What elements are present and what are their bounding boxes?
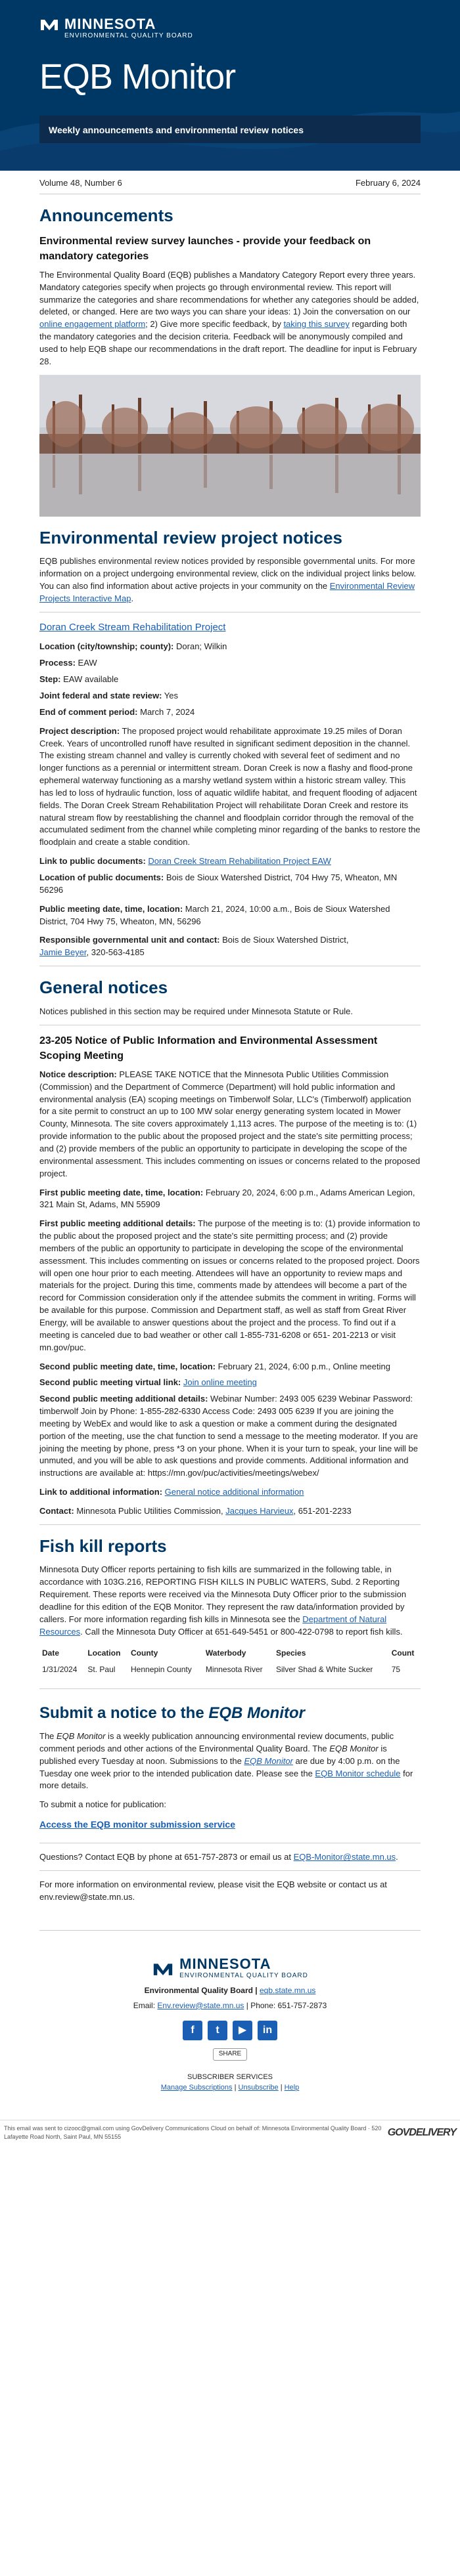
header-brand-primary: MINNESOTA [64,16,156,32]
virtual-link-row [39,1377,421,1389]
submit-heading [39,1702,421,1725]
virtual-link-label: Second public meeting virtual link: [39,1377,181,1388]
winter-trees-photo [39,375,421,517]
second-details-value: Webinar Number: 2493 005 6239 Webinar Password: timberwolf Join by Phone: 1-855-282-6330 Access Code: 2493 005 6239 If you are joining the meeting by WebEx and would like to ask a question or make a comment during the designated portion of the meeting, use the chat function to send a message to the meeting moderator. If you are joining the meeting by phone, press *3 on your phone. When it is your turn to speak, your line will be unmuted, and you will be able to ask questions and provide comments. Additional information and instructions are available at: https://mn.gov/puc/activities/meetings/webex/ [39,1394,418,1478]
more-info-para: For more information on environmental review, please visit the EQB website or contact us at env.review@state.mn.us. [39,1879,387,1902]
delivery-footer [0,2120,460,2145]
divider [39,1688,421,1689]
notice-desc-value: PLEASE TAKE NOTICE that the Minnesota Public Utilities Commission (Commission) and the Department of Commerce (Department) will hold public information and environmental analysis (EA) scoping meetings on Timberwolf Solar, LLC's (Timberwolf) application for a site permit to construct an up to 100 MW solar energy generating system located in Mower County, Minnesota. The site covers approximately 1,113 acres. The purpose of the meeting is to: (1) provide information to the public about the proposed project and the state's site permitting process; and (2) provide members of the public an opportunity to participate in developing the scope of the environmental assessment. This includes commenting on issues or concerns related to the proposed project. [39,1069,421,1178]
help-link[interactable]: Help [284,2083,300,2092]
project-joint-label: Joint federal and state review: [39,691,162,700]
review-intro [39,555,421,605]
first-details-label: First public meeting additional details: [39,1218,196,1229]
cell-count: 75 [391,1664,401,1674]
review-section [39,526,421,966]
submit-text-4: are due by 4:00 p.m. on the Tuesday one week prior to the intended publication date. Please see the [39,1755,400,1778]
general-heading: General notices [39,977,168,998]
interactive-map-link[interactable]: Environmental Review Projects Interactive Map [39,581,415,603]
project-title-link[interactable]: Doran Creek Stream Rehabilitation Project [39,621,226,633]
subscriber-services: SUBSCRIBER SERVICES [187,2072,273,2081]
footer [39,1930,421,2093]
announcement-title: Environmental review survey launches - provide your feedback on mandatory categories [39,235,371,262]
twitter-icon[interactable]: t [208,2021,227,2040]
header-subtitle-bar: Weekly announcements and environmental review notices [39,116,421,143]
project-end-value: March 7, 2024 [140,706,195,717]
general-contact-value: Minnesota Public Utilities Commission, [76,1505,223,1516]
eqb-monitor-link[interactable]: EQB Monitor [244,1755,293,1766]
second-meeting-value: February 21, 2024, 6:00 p.m., Online meeting [218,1361,390,1371]
dnr-link[interactable]: Department of Natural Resources [39,1614,387,1637]
project-step-label: Step: [39,674,61,685]
project-docs-label: Link to public documents: [39,856,146,867]
survey-link[interactable]: taking this survey [283,319,350,330]
project-contact-phone: , 320-563-4185 [86,947,145,958]
questions-end: . [396,1852,398,1862]
cell-waterbody: Minnesota River [205,1664,263,1674]
project-contact-label: Responsible governmental unit and contact: [39,935,220,945]
cell-county: Hennepin County [131,1664,192,1674]
facebook-icon[interactable]: f [183,2021,202,2040]
table-row [39,1662,421,1678]
monitor-email-link[interactable]: EQB-Monitor@state.mn.us [293,1852,396,1862]
footer-email-label: Email: [133,2000,158,2010]
project-description [39,725,421,849]
addl-info-link[interactable]: General notice additional information [164,1487,304,1497]
first-meeting-details [39,1218,421,1354]
project-desc-value: The proposed project would rehabilitate approximate 19.25 miles of Doran Creek. Years of uncontrolled runoff have resulted in significant sediment deposition in the channel. The existing stream channel and valley is currently choked with several feet of sediment and no longer functions as a perennial or intermittent stream. Doran Creek is now a flashy and flood-prone ephemeral waterway functioning as a marshy wetland system within a historic stream valley. This has led to loss of hydraulic function, loss of aquatic wildlife habitat, and frequent flooding of adjacent fields. The Doran Creek Stream Rehabilitation Project will rehabilitate Doran Creek and restore its natural stream flow by reestablishing the channel and floodplain corridor through the removal of the accumulated sediment from the channel while completing minor regarding of the banks to restore the floodplain and create a stable condition. [39,725,421,848]
footer-org: Environmental Quality Board | [144,1985,260,1995]
submit-text-3: is published every Tuesday at noon. Submissions to the [39,1743,387,1766]
submit-heading-text: Submit a notice to the [39,1704,209,1723]
header-brand-secondary: ENVIRONMENTAL QUALITY BOARD [64,32,193,39]
announcements-heading: Announcements [39,205,173,225]
footer-phone: | Phone: 651-757-2873 [244,2000,327,2010]
submit-text-2: is a weekly publication announcing environmental review documents, public comment periods and other actions of the Environmental Quality Board. The [39,1731,394,1753]
project-location [39,641,421,653]
share-button[interactable]: SHARE [213,2048,247,2061]
footer-line-2 [39,2000,421,2011]
general-contact-name-link[interactable]: Jacques Harvieux [225,1505,294,1516]
general-notice-title: 23-205 Notice of Public Information and Environmental Assessment Scoping Meeting [39,1035,378,1062]
cell-location: St. Paul [87,1664,116,1674]
questions-para [39,1851,421,1864]
footer-email-link[interactable]: Env.review@state.mn.us [157,2000,244,2010]
announcement-text-1: The Environmental Quality Board (EQB) publishes a Mandatory Category Report every three years. Mandatory categories specify when projects go through environmental review. This report will summarize the categories and share recommendations for whether any categories should be added, deleted, or changed. Here are two ways you can share your ideas: 1) Join the conversation on our [39,269,419,317]
social-links [39,2021,421,2040]
fish-intro-text: Minnesota Duty Officer reports pertaining to fish kills are summarized in the following table, in accordance with 103G.216, REPORTING FISH KILLS IN PUBLIC WATERS, Subd. 2 Reporting Requirement. These reports were received via the Minnesota Duty Officer prior to the submission deadline for this edition of the EQB Monitor. They represent the raw data/information provided by callers. For more information regarding fish kills in Minnesota see the [39,1564,407,1624]
project-joint-value: Yes [164,691,179,700]
first-meeting [39,1187,421,1212]
submit-em-1: EQB Monitor [57,1731,106,1742]
submission-service-link[interactable]: Access the EQB monitor submission service [39,1819,235,1830]
fish-section [39,1534,421,1690]
submit-text-5: for more details. [39,1768,413,1791]
first-meeting-label: First public meeting date, time, location: [39,1187,204,1197]
col-date: Date [42,1648,60,1658]
first-meeting-value: February 20, 2024, 6:00 p.m., Adams American Legion, 321 Main St, Adams, MN 55909 [39,1187,415,1210]
project-location-value: Doran; Wilkin [176,641,227,652]
unsubscribe-link[interactable]: Unsubscribe [238,2083,279,2092]
general-contact-phone: , 651-201-2233 [293,1505,352,1516]
photo-illustration [39,375,421,517]
issue-volume: Volume 48, Number 6 [39,178,122,188]
footer-logo[interactable] [39,1957,421,1981]
page-title: EQB Monitor [39,57,236,97]
divider [39,1524,421,1525]
join-online-meeting-link[interactable]: Join online meeting [183,1377,257,1388]
general-contact [39,1505,421,1518]
second-meeting [39,1361,421,1373]
project-docloc-label: Location of public documents: [39,872,164,882]
additional-info-row [39,1486,421,1499]
project-desc-label: Project description: [39,725,120,736]
second-meeting-label: Second public meeting date, time, location: [39,1361,216,1371]
project-meeting [39,903,421,928]
addl-info-label: Link to additional information: [39,1487,163,1497]
submit-instructions: To submit a notice for publication: [39,1799,166,1810]
announcement-text-3: regarding both the mandatory categories and the decision criteria. Feedback will be anonymously compiled and used to help EQB shape our recommendations in the draft report. The deadline for input is February 28. [39,319,417,366]
announcement-text-2: ; 2) Give more specific feedback, by [145,319,284,330]
project-docs-link[interactable]: Doran Creek Stream Rehabilitation Project EAW [148,856,331,867]
project-joint-review [39,690,421,702]
header-logo[interactable] [39,17,193,41]
manage-subscriptions-link[interactable]: Manage Subscriptions [160,2083,233,2092]
notice-description [39,1069,421,1180]
govdelivery-logo[interactable]: GOVDELIVERY [387,2127,456,2139]
second-meeting-details [39,1393,421,1480]
submit-text-1: The [39,1731,57,1742]
project-docs-location [39,872,421,897]
footer-website-link[interactable]: eqb.state.mn.us [260,1985,316,1995]
project-contact-value: Bois de Sioux Watershed District, [222,935,349,945]
cell-species: Silver Shad & White Sucker [276,1664,373,1674]
fish-intro [39,1564,421,1638]
minnesota-logo-icon [39,17,59,32]
project-meeting-label: Public meeting date, time, location: [39,903,183,914]
table-header-row [39,1645,421,1662]
project-process [39,657,421,670]
project-process-value: EAW [78,658,97,668]
cell-date: 1/31/2024 [42,1664,78,1674]
youtube-icon[interactable]: ▶ [233,2021,252,2040]
issue-date: February 6, 2024 [355,178,421,188]
divider [39,1870,421,1871]
footer-line-1 [39,1985,421,1996]
announcement-body [39,269,421,368]
general-contact-label: Contact: [39,1505,74,1516]
project-step [39,674,421,686]
submit-para [39,1730,421,1792]
announcements-section [39,204,421,368]
project-contact-name-link[interactable]: Jamie Beyer [39,947,87,958]
col-species: Species [276,1648,306,1658]
submit-em-2: EQB Monitor [329,1743,379,1753]
monitor-schedule-link[interactable]: EQB Monitor schedule [315,1768,401,1778]
project-docs [39,855,421,868]
general-intro: Notices published in this section may be required under Minnesota Statute or Rule. [39,1006,353,1016]
submit-section [39,1702,421,1904]
fish-intro-end: . Call the Minnesota Duty Officer at 651-649-5451 or 800-422-0798 to report fish kills. [80,1626,403,1637]
project-location-label: Location (city/township; county): [39,641,174,652]
project-end-label: End of comment period: [39,706,138,717]
notice-desc-label: Notice description: [39,1069,117,1079]
fish-heading: Fish kill reports [39,1535,167,1556]
general-section [39,976,421,1525]
review-intro-text: EQB publishes environmental review notices provided by responsible governmental units. For more information on a project undergoing environmental review, click on the individual project links below. You can also find information about active projects in your community on the [39,556,417,591]
footer-brand-primary: MINNESOTA [179,1956,271,1972]
review-intro-end: . [131,593,134,603]
fish-kill-table [39,1645,421,1679]
project-contact [39,934,421,959]
project-process-label: Process: [39,658,76,668]
questions-text: Questions? Contact EQB by phone at 651-757-2873 or email us at [39,1852,292,1862]
second-details-label: Second public meeting additional details: [39,1394,208,1404]
linkedin-icon[interactable]: in [258,2021,277,2040]
col-location: Location [87,1648,121,1658]
issue-meta [39,171,421,194]
footer-minnesota-logo-icon [152,1961,174,1977]
project-docloc-value: Bois de Sioux Watershed District, 704 Hwy 75, Wheaton, MN 56296 [39,872,398,895]
online-engagement-link[interactable]: online engagement platform [39,319,146,330]
project-meeting-value: March 21, 2024, 10:00 a.m., Bois de Sioux Watershed District, 704 Hwy 75, Wheaton, MN, 56296 [39,903,390,926]
first-details-value: The purpose of the meeting is to: (1) provide information to the public about the proposed project and the state's site permitting process; and (2) provide members of the public an opportunity to participate in developing the scope of the environmental assessment. This includes commenting on issues or concerns related to the proposed project. Doors will open one hour prior to each meeting. Attendees will have an opportunity to review maps and materials for the project. During this time, comments made by attendees will become a part of the record for Commission consideration only if the attendee submits the comment in writing. Forms will be available for this purpose. Commission and Department staff, as well as staff from Great River Energy, will be available to answer questions about the project and the process. To find out if a meeting is canceled due to bad weather or other call 1-855-731-6208 or 651- 201-2213 or visit mn.gov/puc. [39,1218,421,1352]
subscriber-links: Manage Subscriptions | Unsubscribe | Help [160,2083,300,2092]
project-end-comment [39,706,421,719]
project-step-value: EAW available [63,674,119,685]
review-heading: Environmental review project notices [39,527,342,547]
col-county: County [131,1648,158,1658]
header-banner [0,0,460,171]
col-waterbody: Waterbody [205,1648,246,1658]
submit-heading-em: EQB Monitor [208,1704,305,1723]
footer-brand-secondary: ENVIRONMENTAL QUALITY BOARD [179,1972,308,1979]
delivery-text: This email was sent to cizooc@gmail.com using GovDelivery Communications Cloud on behalf of: Minnesota Environmental Quality Board · 520 Lafayette Road North, Saint Paul, MN 55155 [4,2124,382,2140]
col-count: Count [391,1648,415,1658]
